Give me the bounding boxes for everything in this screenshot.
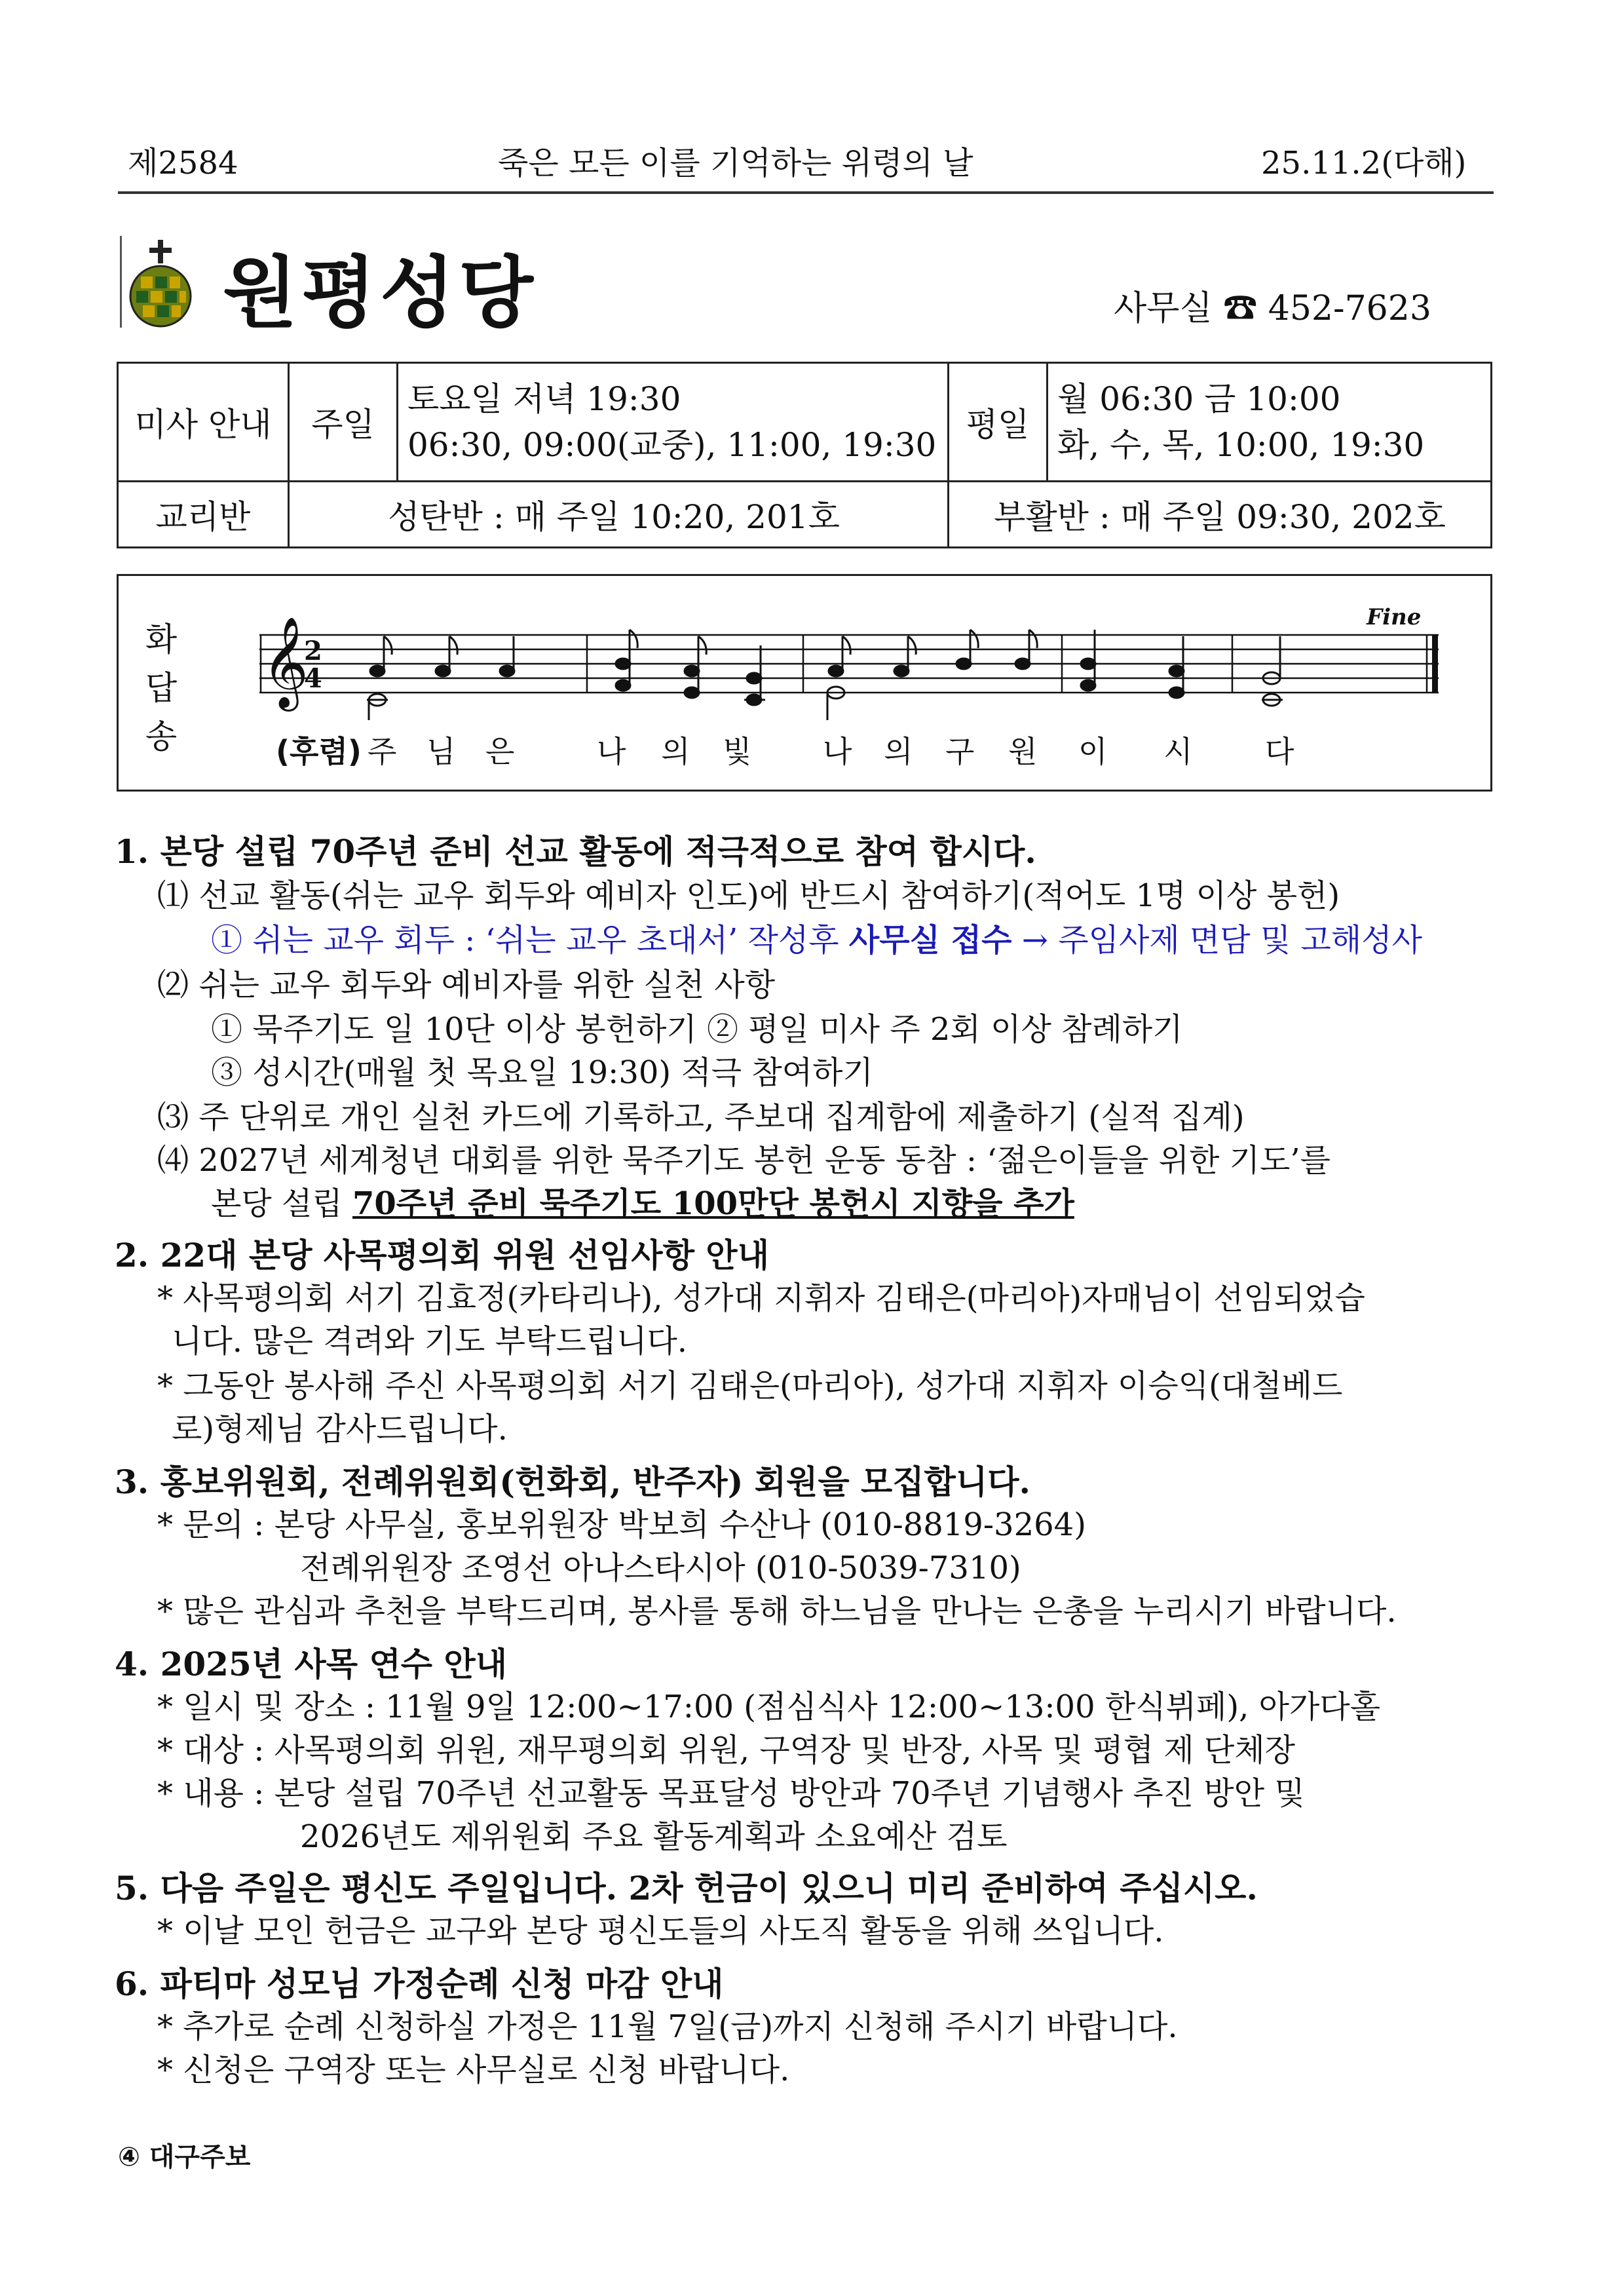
announcement-1-line: ⑴ 선교 활동(쉬는 교우 회두와 예비자 인도)에 반드시 참여하기(적어도 1명 이상 봉헌) bbox=[157, 877, 1340, 914]
lyric-syllable: 다 bbox=[1265, 734, 1294, 769]
lyric-syllable: 이 bbox=[1078, 734, 1108, 769]
lyric-syllable: 의 bbox=[661, 734, 690, 769]
announcement-5-title: 5. 다음 주일은 평신도 주일입니다. 2차 헌금이 있으니 미리 준비하여 주십시오. bbox=[115, 1869, 1258, 1907]
announcement-3-line: 전례위원장 조영선 아나스타시아 (010-5039-7310) bbox=[300, 1550, 1021, 1586]
blue-line-part: → 주임사제 면담 및 고해성사 bbox=[1011, 922, 1423, 959]
sunday-times-cell bbox=[398, 363, 949, 482]
issue-date: 25.11.2(다해) bbox=[1261, 145, 1467, 182]
announcement-6-line: * 신청은 구역장 또는 사무실로 신청 바랍니다. bbox=[157, 2052, 790, 2088]
weekday-times-line2: 화, 수, 목, 10:00, 19:30 bbox=[1057, 426, 1425, 464]
fine-mark: Fine bbox=[1367, 604, 1422, 630]
psalm-box bbox=[117, 574, 1492, 792]
lyric-syllable: 나 bbox=[597, 734, 626, 769]
office-phone: 사무실 ☎ 452-7623 bbox=[1114, 289, 1431, 328]
catechism-easter: 부활반 : 매 주일 09:30, 202호 bbox=[994, 498, 1446, 536]
announcement-1-blue-line bbox=[211, 915, 1422, 960]
psalm-score bbox=[259, 596, 1491, 720]
sunday-label-cell bbox=[289, 363, 398, 482]
mass-schedule-table bbox=[117, 362, 1492, 548]
announcement-4-line: 2026년도 제위원회 주요 활동계획과 소요예산 검토 bbox=[300, 1818, 1008, 1855]
church-logo-icon bbox=[124, 237, 197, 329]
catechism-christmas-cell bbox=[289, 482, 949, 548]
mass-label-cell bbox=[118, 363, 289, 482]
announcement-5-line: * 이날 모인 헌금은 교구와 본당 평신도들의 사도직 활동을 위해 쓰입니다. bbox=[157, 1913, 1164, 1949]
announcement-2-line: 로)형제님 감사드립니다. bbox=[172, 1411, 508, 1447]
weekday-label: 평일 bbox=[966, 406, 1030, 444]
church-name: 원평성당 bbox=[223, 248, 537, 338]
line-part: 본당 설립 bbox=[211, 1185, 352, 1222]
announcement-4-line: * 일시 및 장소 : 11월 9일 12:00~17:00 (점심식사 12:00~13:00 한식뷔페), 아가다홀 bbox=[157, 1689, 1381, 1725]
catechism-christmas: 성탄반 : 매 주일 10:20, 201호 bbox=[388, 498, 840, 536]
announcement-2-line: 니다. 많은 격려와 기도 부탁드립니다. bbox=[172, 1323, 688, 1360]
announcement-6-line: * 추가로 순례 신청하실 가정은 11월 7일(금)까지 신청해 주시기 바랍니다. bbox=[157, 2008, 1178, 2045]
psalm-label: 화답송 bbox=[145, 621, 178, 756]
announcement-4-line: * 내용 : 본당 설립 70주년 선교활동 목표달성 방안과 70주년 기념행사 추진 방안 및 bbox=[157, 1775, 1305, 1812]
announcement-4-title: 4. 2025년 사목 연수 안내 bbox=[115, 1645, 508, 1683]
catechism-easter-cell bbox=[949, 482, 1492, 548]
lyric-syllable: 구 bbox=[945, 734, 975, 769]
lyric-syllable: 의 bbox=[884, 734, 913, 769]
lyric-syllable: 시 bbox=[1163, 734, 1193, 769]
weekday-times-line1: 월 06:30 금 10:00 bbox=[1057, 380, 1341, 418]
title-vertical-bar bbox=[120, 236, 122, 328]
mass-label: 미사 안내 bbox=[134, 406, 272, 444]
blue-line-part: ① 쉬는 교우 회두 : ‘쉬는 교우 초대서’ 작성후 bbox=[211, 922, 849, 959]
announcement-1-line: ⑵ 쉬는 교우 회두와 예비자를 위한 실천 사항 bbox=[157, 966, 776, 1003]
sunday-label: 주일 bbox=[311, 406, 375, 444]
issue-title: 죽은 모든 이를 기억하는 위령의 날 bbox=[498, 145, 973, 182]
weekday-times-cell bbox=[1048, 363, 1492, 482]
announcement-2-title: 2. 22대 본당 사목평의회 위원 선임사항 안내 bbox=[115, 1236, 770, 1274]
svg-text:2: 2 bbox=[304, 636, 322, 666]
svg-text:𝄞: 𝄞 bbox=[262, 617, 309, 708]
announcement-3-title: 3. 홍보위원회, 전례위원회(헌화회, 반주자) 회원을 모집합니다. bbox=[115, 1463, 1030, 1501]
sunday-times-line1: 토요일 저녁 19:30 bbox=[407, 380, 681, 418]
office-submit-emphasis: 사무실 접수 bbox=[848, 922, 1012, 959]
announcement-1-line: ① 묵주기도 일 10단 이상 봉헌하기 ② 평일 미사 주 2회 이상 참례하기 bbox=[211, 1011, 1183, 1048]
refrain-label: (후렴) bbox=[276, 734, 362, 769]
lyric-syllable: 님 bbox=[426, 734, 456, 769]
announcement-2-line: * 사목평의회 서기 김효정(카타리나), 성가대 지휘자 김태은(마리아)자매님이 선임되었습 bbox=[157, 1280, 1365, 1316]
catechism-label: 교리반 bbox=[155, 498, 251, 536]
announcement-6-title: 6. 파티마 성모님 가정순례 신청 마감 안내 bbox=[115, 1964, 724, 2003]
issue-number: 제2584 bbox=[128, 145, 238, 182]
header-divider bbox=[118, 191, 1494, 194]
rosary-intention-emphasis: 70주년 준비 묵주기도 100만단 봉헌시 지향을 추가 bbox=[352, 1185, 1074, 1222]
lyric-syllable: 원 bbox=[1008, 734, 1038, 769]
lyric-syllable: 나 bbox=[823, 734, 852, 769]
announcement-1-title: 1. 본당 설립 70주년 준비 선교 활동에 적극적으로 참여 합시다. bbox=[115, 832, 1036, 871]
lyric-syllable: 주 bbox=[368, 734, 397, 769]
sunday-times-line2: 06:30, 09:00(교중), 11:00, 19:30 bbox=[407, 426, 937, 464]
lyric-syllable: 빛 bbox=[723, 734, 752, 769]
svg-text:4: 4 bbox=[304, 663, 322, 694]
announcement-3-line: * 문의 : 본당 사무실, 홍보위원장 박보희 수산나 (010-8819-3264) bbox=[157, 1506, 1086, 1543]
announcement-1-line: ③ 성시간(매월 첫 목요일 19:30) 적극 참여하기 bbox=[211, 1054, 873, 1091]
announcement-2-line: * 그동안 봉사해 주신 사목평의회 서기 김태은(마리아), 성가대 지휘자 이승익(대철베드 bbox=[157, 1368, 1343, 1404]
weekday-label-cell bbox=[949, 363, 1048, 482]
announcement-4-line: * 대상 : 사목평의회 위원, 재무평의회 위원, 구역장 및 반장, 사목 및 평협 제 단체장 bbox=[157, 1732, 1295, 1769]
announcement-1-line bbox=[211, 1178, 1074, 1223]
page-footer: ④ 대구주보 bbox=[118, 2142, 251, 2172]
announcement-3-line: * 많은 관심과 추천을 부탁드리며, 봉사를 통해 하느님을 만나는 은총을 누리시기 바랍니다. bbox=[157, 1593, 1397, 1630]
announcement-1-line: ⑷ 2027년 세계청년 대회를 위한 묵주기도 봉헌 운동 동참 : ‘젊은이들을 위한 기도’를 bbox=[157, 1142, 1331, 1179]
lyric-syllable: 은 bbox=[485, 734, 515, 769]
catechism-label-cell bbox=[118, 482, 289, 548]
announcement-1-line: ⑶ 주 단위로 개인 실천 카드에 기록하고, 주보대 집계함에 제출하기 (실적 집계) bbox=[157, 1099, 1245, 1136]
